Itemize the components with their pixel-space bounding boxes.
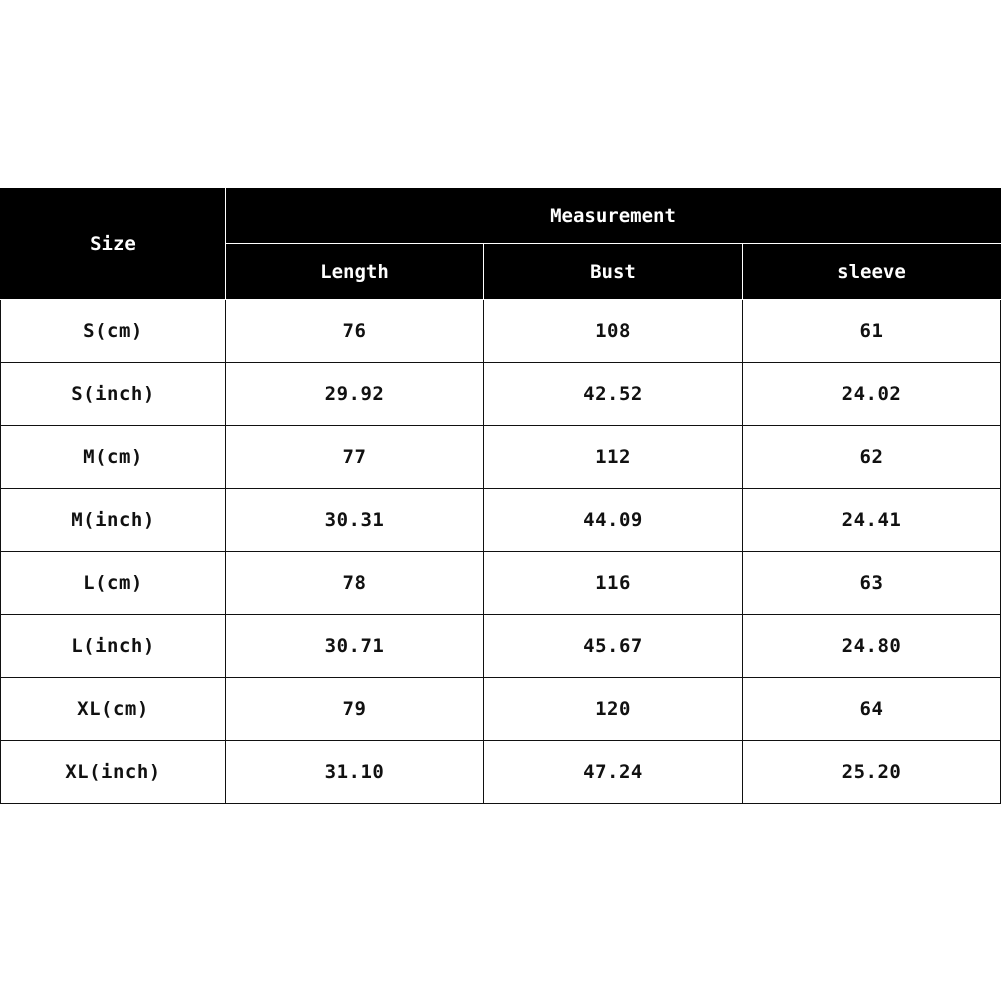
table-row [1, 678, 1001, 741]
length-cell: 30.31 [226, 489, 484, 552]
table-header [1, 189, 1001, 300]
length-cell: 78 [226, 552, 484, 615]
size-column-header: Size [1, 189, 226, 300]
table-row [1, 615, 1001, 678]
bust-cell: 112 [484, 426, 743, 489]
length-cell: 29.92 [226, 363, 484, 426]
size-cell: S(cm) [1, 300, 226, 363]
length-cell: 76 [226, 300, 484, 363]
bust-cell: 42.52 [484, 363, 743, 426]
size-cell: L(cm) [1, 552, 226, 615]
bust-cell: 47.24 [484, 741, 743, 804]
size-cell: S(inch) [1, 363, 226, 426]
sleeve-cell: 64 [743, 678, 1001, 741]
bust-cell: 120 [484, 678, 743, 741]
bust-cell: 44.09 [484, 489, 743, 552]
length-column-header: Length [226, 244, 484, 300]
size-cell: M(inch) [1, 489, 226, 552]
table-body [1, 300, 1001, 804]
table-row [1, 300, 1001, 363]
bust-column-header: Bust [484, 244, 743, 300]
bust-cell: 116 [484, 552, 743, 615]
sleeve-cell: 62 [743, 426, 1001, 489]
sleeve-cell: 24.41 [743, 489, 1001, 552]
table-row [1, 552, 1001, 615]
sleeve-cell: 25.20 [743, 741, 1001, 804]
measurement-group-header: Measurement [226, 189, 1001, 244]
sleeve-cell: 24.80 [743, 615, 1001, 678]
bust-cell: 45.67 [484, 615, 743, 678]
bust-cell: 108 [484, 300, 743, 363]
size-cell: XL(cm) [1, 678, 226, 741]
table-row [1, 363, 1001, 426]
sleeve-cell: 63 [743, 552, 1001, 615]
length-cell: 31.10 [226, 741, 484, 804]
size-cell: M(cm) [1, 426, 226, 489]
sleeve-cell: 24.02 [743, 363, 1001, 426]
table-row [1, 426, 1001, 489]
length-cell: 79 [226, 678, 484, 741]
sleeve-cell: 61 [743, 300, 1001, 363]
length-cell: 30.71 [226, 615, 484, 678]
size-cell: XL(inch) [1, 741, 226, 804]
size-cell: L(inch) [1, 615, 226, 678]
table-row [1, 741, 1001, 804]
table-row [1, 489, 1001, 552]
sleeve-column-header: sleeve [743, 244, 1001, 300]
length-cell: 77 [226, 426, 484, 489]
header-row-top [1, 189, 1001, 244]
size-chart-table [0, 188, 1001, 804]
